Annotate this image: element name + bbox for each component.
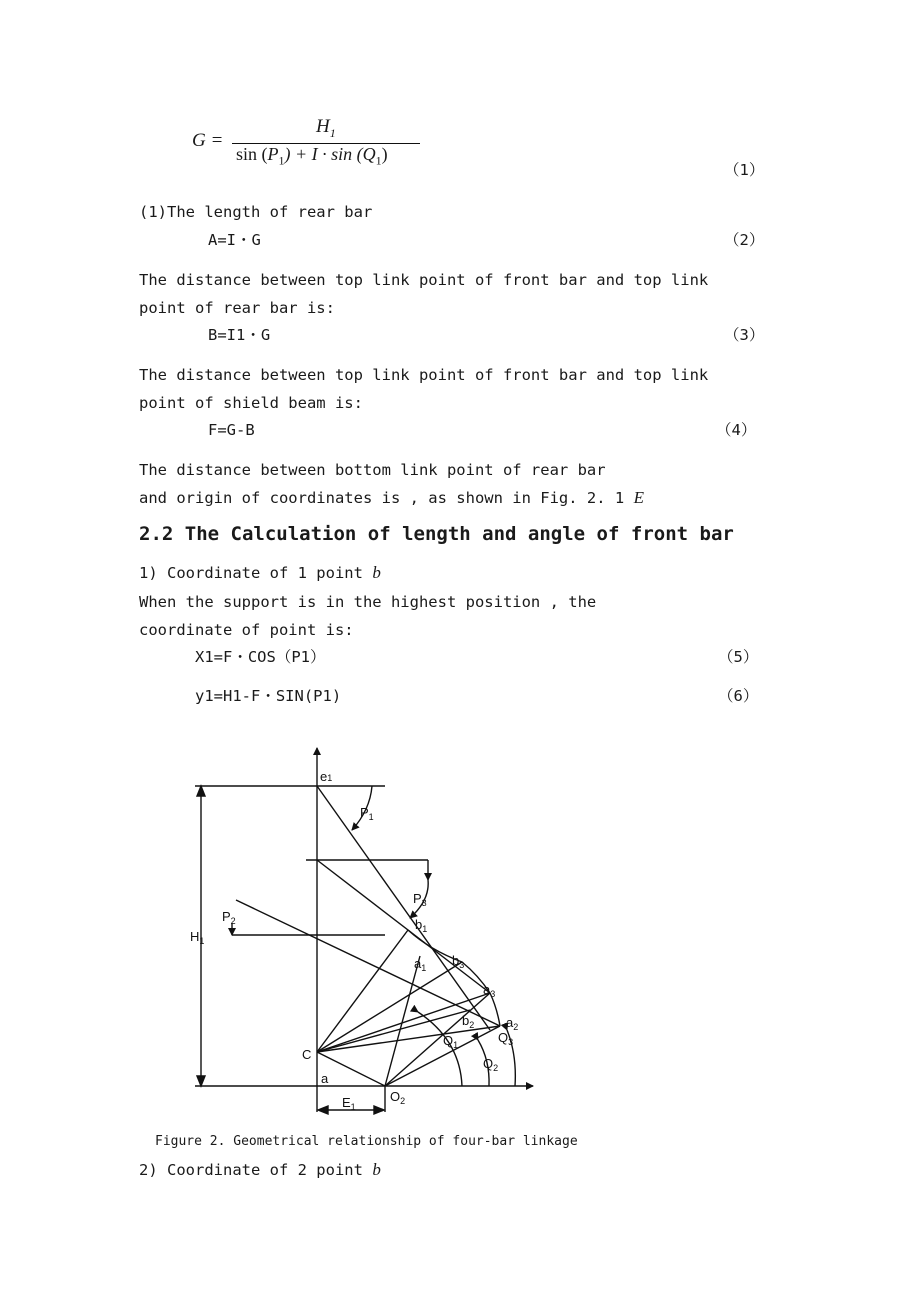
label-b2: $b_2$: [462, 1013, 475, 1030]
dist-shield-line-2: point of shield beam is:: [139, 394, 363, 412]
label-p2: $P_2$: [222, 909, 236, 926]
link-c-b1: [317, 930, 408, 1052]
coord1-var: b: [372, 563, 381, 582]
den-a: sin (: [236, 144, 268, 164]
den-c: ): [381, 144, 388, 164]
var-e: E: [633, 488, 644, 507]
formula-lhs: [192, 130, 223, 152]
formula-denominator: [236, 144, 388, 169]
coord1-label: [139, 563, 381, 583]
label-b3: $b_3$: [452, 953, 465, 970]
den-q: Q: [362, 144, 376, 164]
rear-bar-intro: (1)The length of rear bar: [139, 203, 373, 221]
formula-numerator: [316, 116, 336, 141]
eq-number-4: （4）: [716, 421, 757, 439]
coord2-var: b: [372, 1160, 381, 1179]
link-e1-a2: [317, 786, 490, 1030]
section-heading: 2.2 The Calculation of length and angle of front bar: [139, 523, 734, 545]
den-p-sub: 1: [278, 153, 285, 168]
label-e1: e1: [320, 769, 333, 784]
support-line-2: coordinate of point is:: [139, 621, 354, 639]
equation-3: B=I1・G: [208, 326, 271, 344]
label-a3: $a_3$: [483, 982, 496, 999]
eq-number-6: （6）: [718, 687, 759, 705]
support-line-1: When the support is in the highest position , the: [139, 593, 597, 611]
label-c: C: [302, 1047, 312, 1062]
num-h: H: [316, 116, 330, 137]
label-p3: $P_3$: [413, 891, 427, 908]
dist-bottom-line-2: [139, 488, 644, 508]
formula-g: [192, 116, 432, 172]
label-p1: $P_1$: [360, 805, 374, 822]
equation-6: y1=H1-F・SIN(P1): [195, 687, 342, 705]
equation-5: X1=F・COS（P1）: [195, 648, 326, 666]
coord1-label-text: 1) Coordinate of 1 point: [139, 564, 363, 582]
eq-number-1: （1）: [724, 161, 765, 179]
figure-caption: Figure 2. Geometrical relationship of four-bar linkage: [155, 1134, 578, 1149]
dist-shield-line-1: The distance between top link point of front bar and top link: [139, 366, 709, 384]
trajectory-curve: [408, 930, 500, 1026]
label-e1-bottom: $E_1$: [342, 1095, 356, 1112]
label-q3: $Q_3$: [498, 1030, 514, 1047]
label-q1: $Q_1$: [443, 1033, 459, 1050]
coord2-label: [139, 1160, 381, 1180]
equation-2: A=I・G: [208, 231, 261, 249]
eq-number-2: （2）: [724, 231, 765, 249]
four-bar-linkage-figure: [140, 740, 550, 1120]
label-a2: $a_2$: [506, 1015, 519, 1032]
coord2-label-text: 2) Coordinate of 2 point: [139, 1161, 363, 1179]
label-b1: $b_1$: [415, 917, 428, 934]
label-o2: $O_2$: [390, 1089, 406, 1106]
dist-rear-line-1: The distance between top link point of front bar and top link: [139, 271, 709, 289]
eq-number-3: （3）: [724, 326, 765, 344]
den-b: ) + I · sin (: [284, 144, 363, 164]
label-h1: $H_1$: [190, 929, 205, 946]
label-a1: $a_1$: [414, 956, 427, 973]
link-o2-a1: [385, 956, 420, 1086]
link-upper-a3: [317, 860, 490, 993]
formula-lhs-text: G =: [192, 130, 224, 151]
num-h-sub: 1: [329, 125, 336, 140]
label-q2: $Q_2$: [483, 1056, 499, 1073]
label-a: a: [321, 1071, 329, 1086]
den-q-sub: 1: [375, 153, 382, 168]
den-p: P: [267, 144, 279, 164]
dist-rear-line-2: point of rear bar is:: [139, 299, 335, 317]
link-c-b3: [317, 962, 462, 1052]
dist-bottom-line-2-text: and origin of coordinates is , as shown in Fig. 2. 1: [139, 489, 625, 507]
eq-number-5: （5）: [718, 648, 759, 666]
dist-bottom-line-1: The distance between bottom link point of rear bar: [139, 461, 606, 479]
equation-4: F=G-B: [208, 421, 255, 439]
